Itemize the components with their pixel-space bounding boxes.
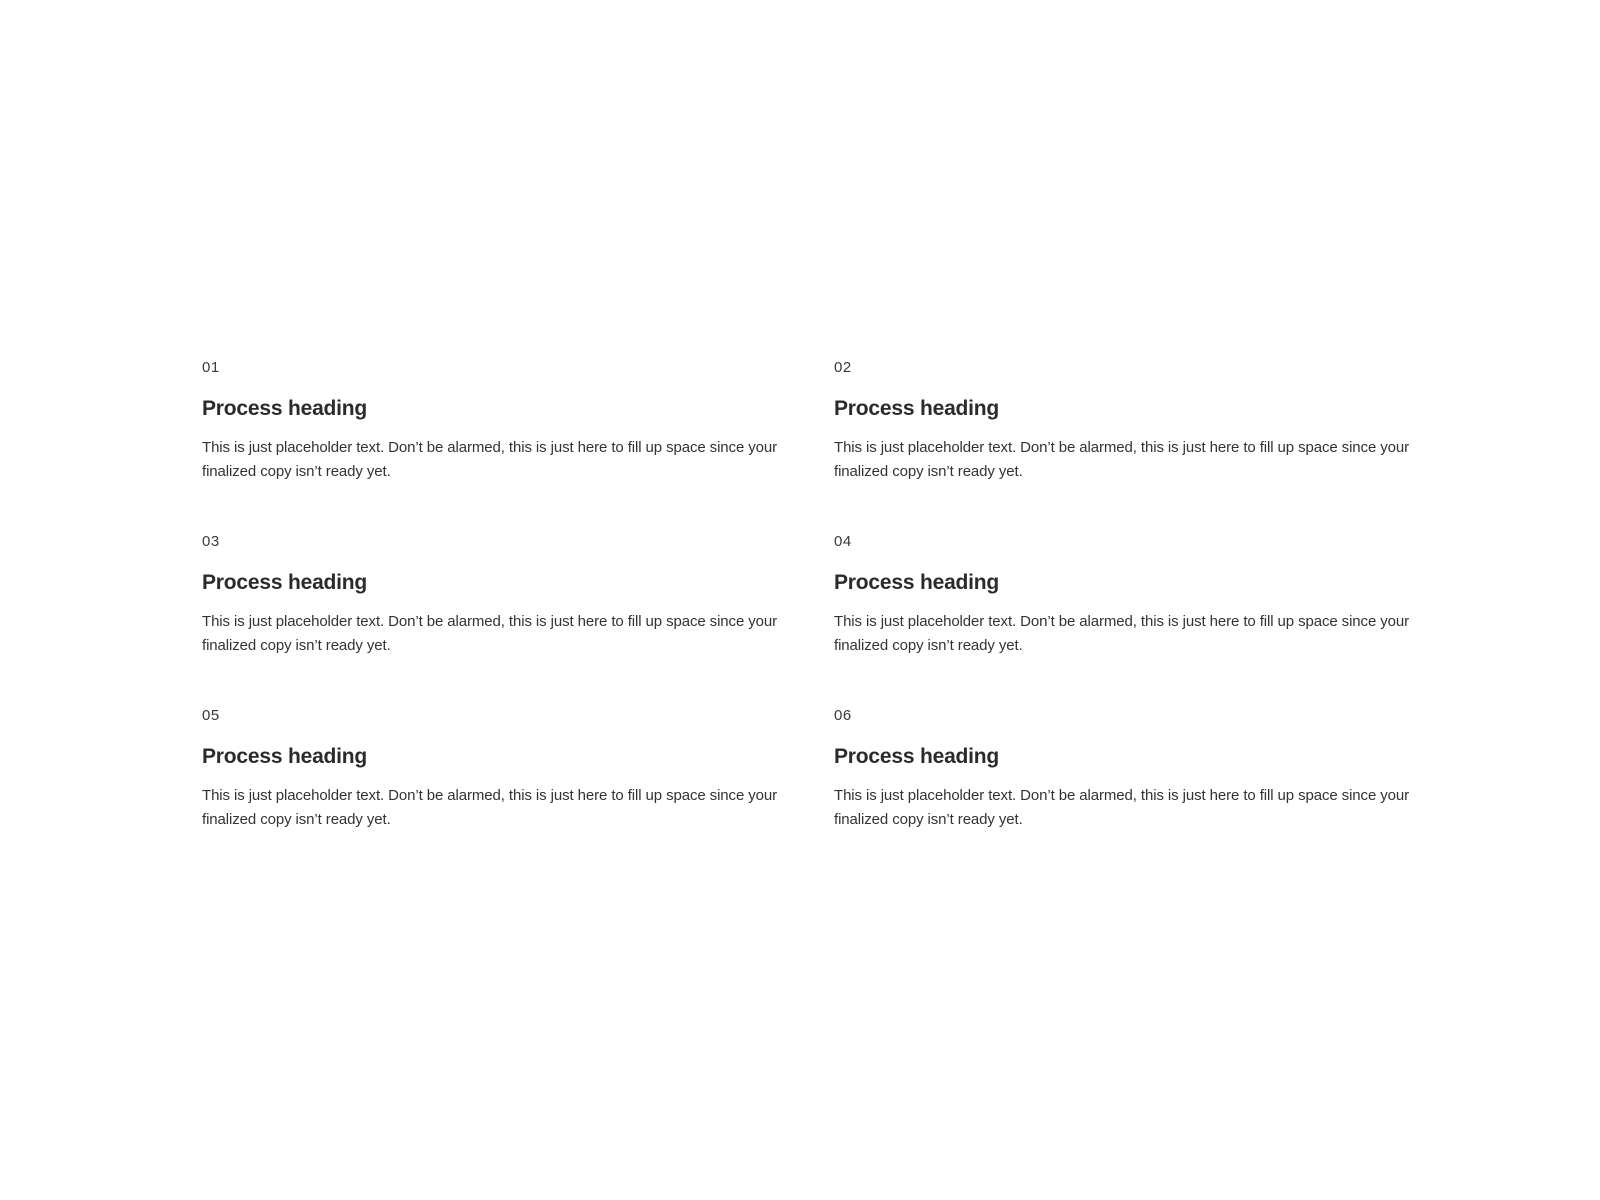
process-step-5 [202, 706, 782, 880]
step-heading: Process heading [834, 745, 1000, 768]
step-description: This is just placeholder text. Don’t be alarmed, this is just here to fill up space since your finalized copy isn’t ready yet. [202, 787, 778, 828]
process-step-6 [834, 706, 1414, 880]
step-number: 05 [202, 707, 220, 724]
step-number: 03 [202, 533, 220, 550]
step-description: This is just placeholder text. Don’t be alarmed, this is just here to fill up space since your finalized copy isn’t ready yet. [202, 439, 778, 480]
step-description: This is just placeholder text. Don’t be alarmed, this is just here to fill up space since your finalized copy isn’t ready yet. [834, 439, 1410, 480]
step-heading: Process heading [202, 745, 368, 768]
step-heading: Process heading [834, 571, 1000, 594]
step-number: 06 [834, 707, 852, 724]
process-step-1 [202, 358, 782, 532]
process-step-4 [834, 532, 1414, 706]
step-heading: Process heading [202, 571, 368, 594]
step-description: This is just placeholder text. Don’t be alarmed, this is just here to fill up space since your finalized copy isn’t ready yet. [834, 613, 1410, 654]
step-description: This is just placeholder text. Don’t be alarmed, this is just here to fill up space since your finalized copy isn’t ready yet. [834, 787, 1410, 828]
step-number: 04 [834, 533, 852, 550]
step-heading: Process heading [202, 397, 368, 420]
step-number: 02 [834, 359, 852, 376]
process-step-2 [834, 358, 1414, 532]
step-number: 01 [202, 359, 220, 376]
step-description: This is just placeholder text. Don’t be alarmed, this is just here to fill up space since your finalized copy isn’t ready yet. [202, 613, 778, 654]
process-steps-grid [202, 358, 1414, 880]
process-step-3 [202, 532, 782, 706]
step-heading: Process heading [834, 397, 1000, 420]
